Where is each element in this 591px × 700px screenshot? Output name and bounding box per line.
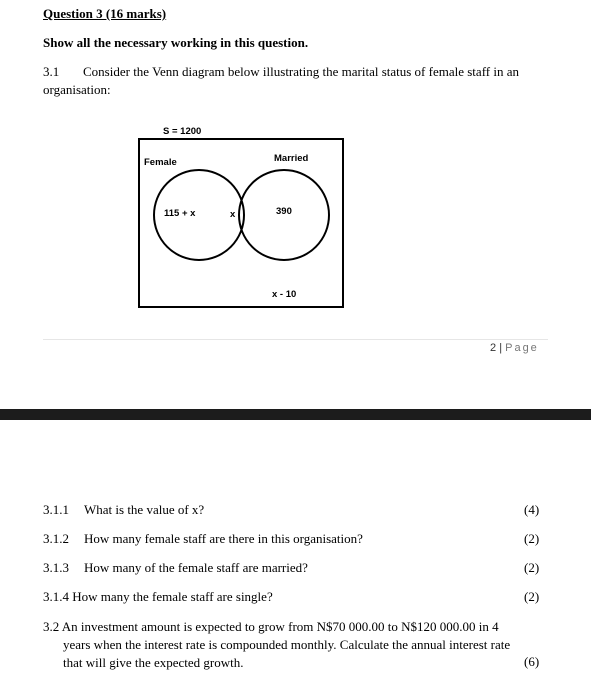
subquestion-marks: (4) <box>524 502 540 517</box>
subquestion-marks: (2) <box>524 589 540 604</box>
subquestion-number: 3.1.2 <box>43 531 69 546</box>
subquestion-text: How many of the female staff are married? <box>84 560 308 575</box>
universe-label: S = 1200 <box>163 126 202 137</box>
subquestion-marks: (2) <box>524 560 540 575</box>
page-number: 2 <box>490 342 497 354</box>
page-footer <box>490 342 539 354</box>
q32-marks: (6) <box>524 654 540 669</box>
subquestion-3-1-3 <box>43 560 308 576</box>
subquestion-number: 3.1.1 <box>43 502 69 517</box>
subquestion-text: How many female staff are there in this organisation? <box>84 531 363 546</box>
instruction: Show all the necessary working in this question. <box>43 35 309 50</box>
page-separator: | <box>499 342 503 354</box>
intro-text: Consider the Venn diagram below illustrating the marital status of female staff in an organisation: <box>43 64 519 97</box>
q32-line2: years when the interest rate is compounded monthly. Calculate the annual interest rate <box>63 637 511 652</box>
subquestion-number: 3.1.3 <box>43 560 69 575</box>
subquestion-text: What is the value of x? <box>84 502 205 517</box>
region-intersection: x <box>230 209 236 220</box>
region-female-only: 115 + x <box>164 208 196 219</box>
question-3-2 <box>43 618 563 672</box>
footer-rule <box>43 339 548 340</box>
subquestion-3-1-4 <box>43 589 273 605</box>
set-female-label: Female <box>144 157 177 168</box>
intro-number: 3.1 <box>43 64 60 79</box>
q32-line1: 3.2 An investment amount is expected to grow from N$70 000.00 to N$120 000.00 in 4 <box>43 619 499 634</box>
page-word: Page <box>505 342 539 354</box>
region-outside: x - 10 <box>272 289 297 300</box>
subquestion-3-1-1 <box>43 502 204 518</box>
set-married-label: Married <box>274 153 309 164</box>
subquestion-number: 3.1.4 <box>43 589 69 604</box>
subquestion-text: How many the female staff are single? <box>72 589 273 604</box>
question-title: Question 3 (16 marks) <box>43 6 167 21</box>
subquestion-3-1-2 <box>43 531 363 547</box>
subquestion-marks: (2) <box>524 531 540 546</box>
region-married-only: 390 <box>276 206 292 217</box>
page-break-bar <box>0 409 591 420</box>
q32-line3: that will give the expected growth. <box>63 655 244 670</box>
